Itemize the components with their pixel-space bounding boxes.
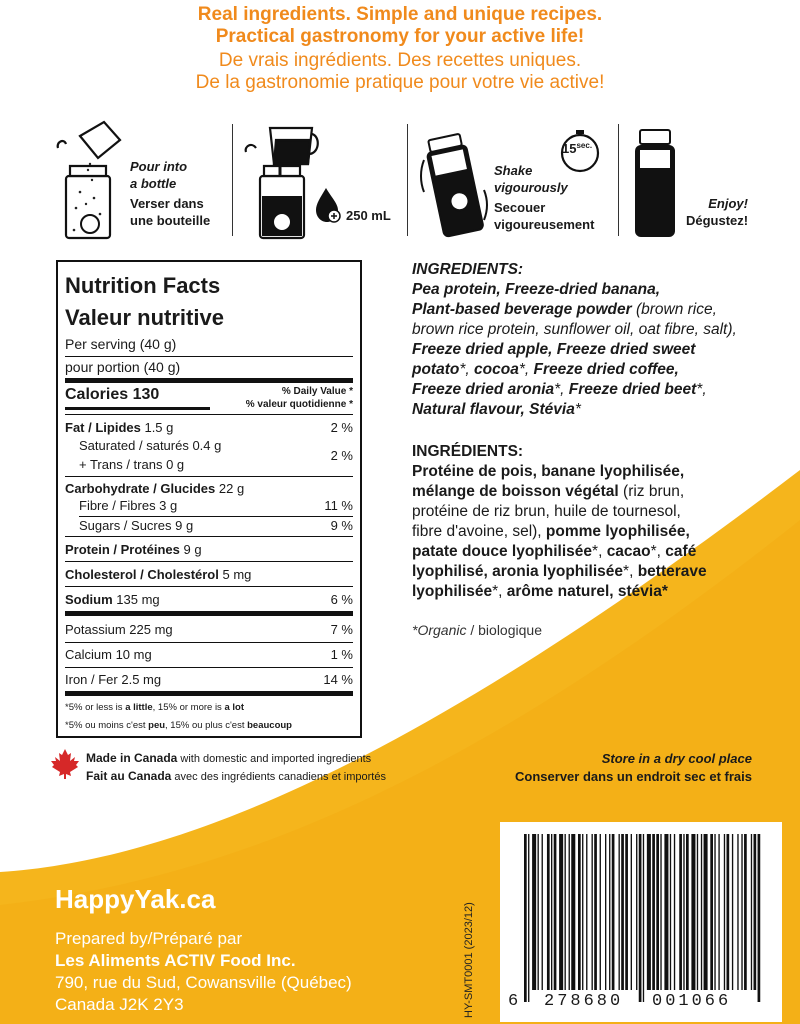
barcode-bar [714, 834, 715, 990]
sugars-pct: 9 % [330, 518, 353, 533]
trans-fat: + Trans / trans 0 g [79, 457, 185, 472]
saturated-fat: Saturated / saturés 0.4 g [79, 438, 222, 453]
barcode-group2: 001066 [652, 992, 732, 1011]
timer-unit: sec. [576, 141, 593, 150]
address-line2: Canada J2K 2Y3 [55, 995, 184, 1014]
daily-value-fr: % valeur quotidienne * [245, 399, 353, 410]
storage-fr: Conserver dans un endroit sec et frais [515, 769, 752, 784]
ingredients-en-potato: potato [412, 361, 460, 378]
barcode-bar [554, 834, 557, 990]
calories-label: Calories 130 [65, 386, 160, 403]
storage-en: Store in a dry cool place [601, 751, 752, 766]
barcode-bar [643, 834, 644, 1002]
carb-row [65, 481, 353, 496]
ingredients-en-line3: brown rice protein, sunflower oil, oat fibre, salt), [412, 321, 737, 338]
iron-row [65, 672, 353, 687]
step1-en-line2: a bottle [130, 176, 177, 191]
footnote-fr-a: *5% ou moins c'est [65, 720, 149, 731]
shake-bottle-icon [418, 130, 490, 240]
barcode-bar [636, 834, 637, 990]
ingredients-fr-arome: arôme naturel, stévia* [506, 583, 668, 600]
barcode-bar [758, 834, 761, 1002]
barcode-bar [639, 834, 642, 1002]
barcode-bar [691, 834, 695, 990]
barcode-bar [621, 834, 624, 990]
calcium-pct: 1 % [330, 647, 353, 662]
barcode-bar [619, 834, 620, 990]
protein-label: Protein / Protéines [65, 542, 180, 557]
step3-fr-line1: Secouer [494, 200, 546, 215]
ingredients-en-star: *, [518, 361, 534, 378]
step3-en-line2: vigourously [494, 180, 568, 195]
header-tagline-en [0, 4, 800, 48]
barcode-bar [744, 834, 747, 990]
carb-label: Carbohydrate / Glucides [65, 481, 216, 496]
serving-size-fr: pour portion (40 g) [65, 359, 181, 375]
barcode-bar [647, 834, 651, 990]
ingredients-fr-cacao: cacao [606, 543, 651, 560]
sat-trans-pct: 2 % [330, 448, 353, 463]
barcode-bar [732, 834, 733, 990]
barcode-bar [625, 834, 628, 990]
barcode-bar [674, 834, 675, 990]
cholesterol-row [65, 567, 353, 582]
barcode-bar [612, 834, 615, 990]
barcode-bar [547, 834, 550, 990]
origin-en-bold: Made in Canada [86, 751, 178, 765]
ingredients-en-star: *, [459, 361, 475, 378]
tagline-fr-line1: De vrais ingrédients. Des recettes uniques. [218, 50, 582, 71]
organic-note [412, 622, 542, 638]
iron-label: Iron / Fer 2.5 mg [65, 672, 162, 687]
divider [65, 642, 353, 643]
barcode-bar [542, 834, 543, 990]
sugars-row [65, 518, 353, 533]
barcode-bar [524, 834, 527, 1002]
ingredients-en-line2-rest: (brown rice, [631, 301, 717, 318]
barcode-bar [686, 834, 689, 990]
potassium-row [65, 622, 353, 637]
barcode-bar [569, 834, 570, 990]
filled-bottle-icon [630, 124, 680, 238]
barcode-bar [656, 834, 659, 990]
fat-amount: 1.5 g [144, 420, 174, 435]
step1-fr-line2: une bouteille [130, 213, 211, 228]
ingredients-fr-star: *, [592, 543, 607, 560]
barcode-bar [538, 834, 539, 990]
barcode-bar [605, 834, 606, 990]
divider-thick [65, 691, 353, 696]
divider-thick [65, 378, 353, 383]
footnote-en [65, 702, 353, 713]
barcode-bar [697, 834, 698, 990]
divider [79, 516, 353, 517]
company-name: Les Aliments ACTIV Food Inc. [55, 951, 296, 970]
fat-pct: 2 % [330, 420, 353, 435]
footnote-en-d: a lot [224, 702, 244, 713]
barcode-bar [565, 834, 566, 990]
ingredients-fr-star: *, [492, 583, 507, 600]
barcode-bar [701, 834, 702, 990]
barcode-bar [679, 834, 682, 990]
ingredients-en-cocoa: cocoa [474, 361, 519, 378]
step2-volume: 250 mL [346, 208, 391, 223]
ingredients-fr-line4-b: pomme lyophilisée, [545, 523, 690, 540]
barcode-bar [578, 834, 581, 990]
barcode-bar [718, 834, 719, 990]
origin-en-rest: with domestic and imported ingredients [177, 753, 372, 765]
barcode-bar [754, 834, 757, 990]
ingredients-fr-aronia: lyophilisé, aronia lyophilisée [412, 563, 624, 580]
barcode-bar [586, 834, 587, 990]
protein-amount: 9 g [183, 542, 202, 557]
barcode-bar [683, 834, 684, 990]
water-drop-icon [312, 184, 344, 224]
sodium-row [65, 592, 353, 607]
ingredients-en-star: *, [696, 381, 707, 398]
step1-fr-line1: Verser dans [130, 196, 204, 211]
ingredients-fr-betterave: betterave [637, 563, 707, 580]
website: HappyYak.ca [55, 884, 216, 914]
sugars-label: Sugars / Sucres 9 g [79, 518, 194, 533]
fat-label: Fat / Lipides [65, 420, 141, 435]
step4-en: Enjoy! [708, 196, 748, 211]
step3-fr-line2: vigoureusement [494, 217, 595, 232]
potassium-pct: 7 % [330, 622, 353, 637]
divider [65, 561, 353, 562]
barcode-bar [594, 834, 597, 990]
nutrition-title-fr: Valeur nutritive [65, 305, 224, 330]
timer-label [562, 141, 592, 156]
calcium-row [65, 647, 353, 662]
protein-row [65, 542, 353, 557]
divider-calories [65, 407, 210, 410]
fibre-label: Fibre / Fibres 3 g [79, 498, 178, 513]
prepared-label: Prepared by/Préparé par [55, 929, 243, 948]
ingredients-en [412, 260, 772, 420]
step4-fr: Dégustez! [686, 213, 749, 228]
daily-value-en: % Daily Value * [281, 386, 353, 397]
sodium-pct: 6 % [330, 592, 353, 607]
storage-instructions [515, 750, 752, 786]
fibre-row [65, 498, 353, 513]
sodium-amount: 135 mg [116, 592, 160, 607]
header-tagline-fr [0, 50, 800, 94]
ingredients-fr-line4-a: fibre d'avoine, sel), [412, 523, 546, 540]
nutrition-title-en: Nutrition Facts [65, 273, 221, 298]
footnote-fr-d: beaucoup [247, 720, 292, 731]
ingredients-en-line1: Pea protein, Freeze-dried banana, [412, 281, 661, 298]
divider [65, 586, 353, 587]
pour-water-into-bottle-icon [240, 118, 320, 240]
organic-sep: / [466, 622, 479, 638]
barcode-bar [652, 834, 655, 990]
ingredients-fr-line2-rest: (riz brun, [618, 483, 685, 500]
barcode-bar [751, 834, 752, 990]
ingredients-fr-lyophilisee: lyophilisée [412, 583, 493, 600]
step-divider [407, 124, 408, 236]
footnote-fr-b: peu [148, 720, 166, 731]
barcode-bar [559, 834, 563, 990]
divider [65, 536, 353, 537]
barcode-bar [741, 834, 742, 990]
ingredients-en-line4: Freeze dried apple, Freeze dried sweet [412, 341, 696, 358]
calcium-label: Calcium 10 mg [65, 647, 152, 662]
ingredients-en-coffee: Freeze dried coffee, [533, 361, 679, 378]
barcode-group1: 278680 [544, 992, 624, 1011]
iron-pct: 14 % [323, 672, 353, 687]
address-line1: 790, rue du Sud, Cowansville (Québec) [55, 973, 352, 992]
ingredients-fr-cafe: café [665, 543, 697, 560]
divider [65, 667, 353, 668]
barcode [524, 834, 764, 1004]
fat-row [65, 420, 353, 435]
footnote-en-b: a little [125, 702, 153, 713]
ingredients-en-flavour: Natural flavour, Stévia [412, 401, 575, 418]
ingredients-fr-potato: patate douce lyophilisée [412, 543, 593, 560]
divider [65, 356, 353, 357]
footnote-en-a: *5% or less is [65, 702, 126, 713]
origin-statement [86, 750, 386, 786]
ingredients-fr-line1: Protéine de pois, banane lyophilisée, [412, 463, 685, 480]
ingredients-en-heading: INGREDIENTS: [412, 261, 524, 278]
origin-fr-bold: Fait au Canada [86, 769, 172, 783]
timer-seconds: 15 [562, 141, 577, 156]
barcode-bar [724, 834, 725, 990]
ingredients-fr-star: *, [623, 563, 638, 580]
ingredients-en-beet: Freeze dried beet [568, 381, 697, 398]
potassium-label: Potassium 225 mg [65, 622, 173, 637]
serving-size-en: Per serving (40 g) [65, 336, 177, 352]
barcode-bar [532, 834, 536, 990]
step3-text [494, 162, 594, 233]
barcode-bar [704, 834, 708, 990]
ingredients-fr-line3: protéine de riz brun, huile de tournesol, [412, 503, 681, 520]
cholesterol-amount: 5 mg [222, 567, 252, 582]
footnote-fr [65, 720, 353, 731]
barcode-bar [609, 834, 610, 990]
step1-en-line1: Pour into [130, 159, 188, 174]
pour-packet-into-bottle-icon [50, 118, 122, 240]
tagline-en-line2: Practical gastronomy for your active life! [215, 26, 585, 47]
barcode-bar [600, 834, 601, 990]
step-divider [618, 124, 619, 236]
product-code: HY-SMT0001 (2023/12) [463, 902, 475, 1018]
barcode-bar [727, 834, 730, 990]
ingredients-en-aronia: Freeze dried aronia [412, 381, 555, 398]
barcode-bar [664, 834, 668, 990]
ingredients-en-star: *, [554, 381, 569, 398]
barcode-panel [500, 822, 782, 1022]
cholesterol-label: Cholesterol / Cholestérol [65, 567, 219, 582]
tagline-fr-line2: De la gastronomie pratique pour votre vie active! [195, 72, 605, 93]
barcode-bar [737, 834, 738, 990]
barcode-bar [660, 834, 661, 990]
maple-leaf-icon [50, 748, 80, 780]
organic-fr: biologique [478, 622, 542, 638]
barcode-bar [631, 834, 632, 990]
barcode-bar [592, 834, 593, 990]
sodium-label: Sodium [65, 592, 113, 607]
step3-en-line1: Shake [494, 163, 533, 178]
fibre-pct: 11 % [324, 498, 353, 513]
footnote-en-c: , 15% or more is [152, 702, 225, 713]
ingredients-fr-line2-bold: mélange de boisson végétal [412, 483, 619, 500]
ingredients-fr-star: *, [650, 543, 666, 560]
ingredients-fr-heading: INGRÉDIENTS: [412, 443, 524, 460]
barcode-bar [710, 834, 713, 990]
divider [65, 414, 353, 415]
barcode-bar [551, 834, 552, 990]
divider [65, 476, 353, 477]
footnote-fr-c: , 15% ou plus c'est [165, 720, 248, 731]
barcode-bar [528, 834, 529, 1002]
barcode-bar [582, 834, 583, 990]
step4-text [686, 195, 748, 229]
carb-amount: 22 g [218, 481, 245, 496]
tagline-en-line1: Real ingredients. Simple and unique recipes. [197, 4, 603, 25]
ingredients-en-star: * [574, 401, 581, 418]
step1-text [130, 158, 210, 229]
prepared-by [55, 928, 352, 1016]
organic-en: *Organic [412, 622, 467, 638]
barcode-digit-first: 6 [508, 992, 519, 1011]
barcode-bar [670, 834, 671, 990]
ingredients-fr [412, 442, 772, 602]
step-divider [232, 124, 233, 236]
barcode-bar [571, 834, 575, 990]
divider-thick [65, 611, 353, 616]
origin-fr-rest: avec des ingrédients canadiens et importés [171, 771, 386, 783]
ingredients-en-line2-bold: Plant-based beverage powder [412, 301, 632, 318]
nutrition-facts-table [56, 260, 362, 738]
